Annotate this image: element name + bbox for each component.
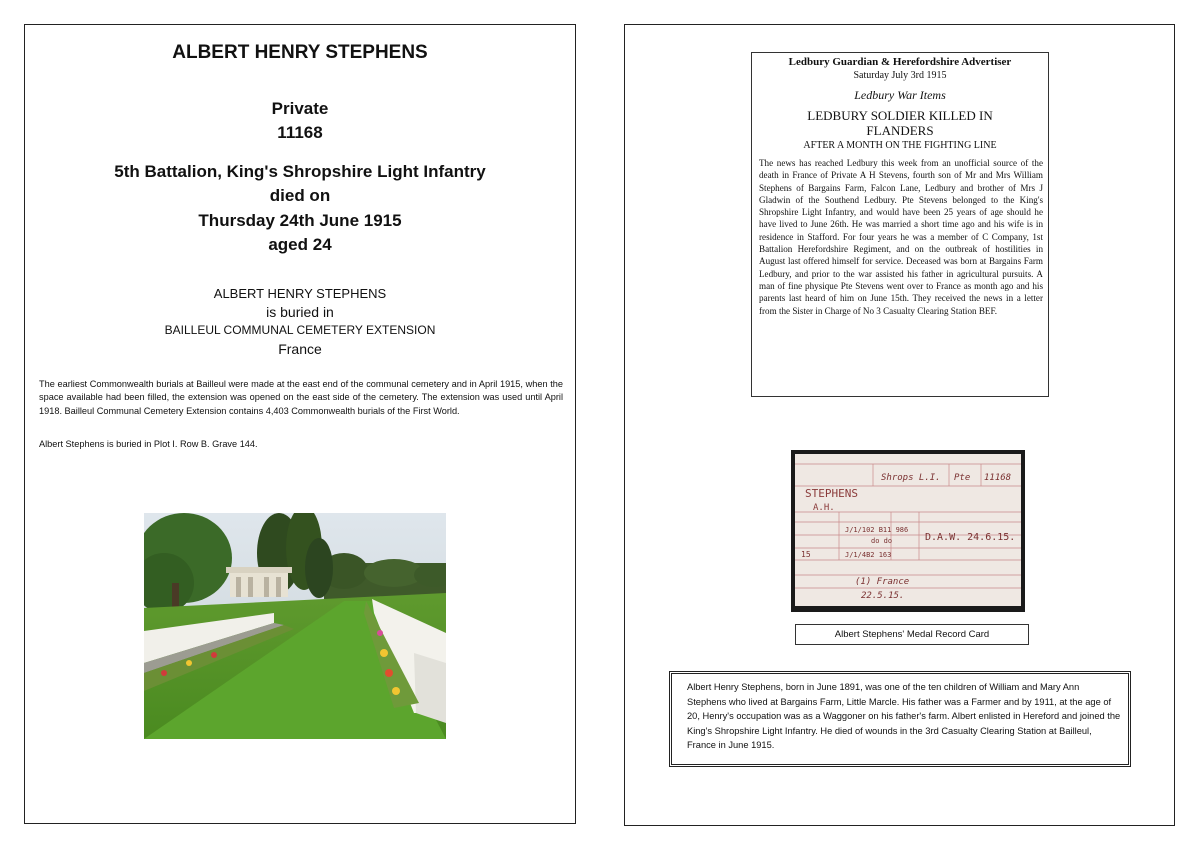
unit: 5th Battalion, King's Shropshire Light Infantry [114,162,486,181]
burial-name: ALBERT HENRY STEPHENS [213,286,387,301]
newspaper-section: Ledbury War Items [854,88,946,102]
death-date: Thursday 24th June 1915 [198,211,402,230]
service-number: 11168 [277,123,323,142]
cemetery-photo [144,513,446,739]
rank: Private [271,99,329,118]
newspaper-masthead: Ledbury Guardian & Herefordshire Advertiser [788,56,1012,68]
newspaper-subheadline: AFTER A MONTH ON THE FIGHTING LINE [803,140,997,151]
left-page [24,24,576,824]
plot-description: Albert Stephens is buried in Plot I. Row B. Grave 144. [39,439,258,449]
age: aged 24 [268,235,332,254]
card-roll-2: do do [871,537,893,545]
card-regiment: Shrops L.I. [881,473,941,483]
biography-text: Albert Henry Stephens, born in June 1891, was one of the ten children of William and Mary Ann Stephens who lived at Bargains Farm, Little Marcle. His father was a Farmer and by 1911, at the age of 20, Henry's occupation was as a Waggoner on his father's farm. Albert enlisted in Hereford and joined the King's Shropshire Light Infantry. He died of wounds in the 3rd Casualty Clearing Station at Bailleul, France in June 1915. [687,682,1121,750]
card-rank: Pte [954,473,971,483]
card-theatre: (1) France [855,577,910,587]
newspaper-clipping [751,52,1049,397]
medal-card-caption: Albert Stephens' Medal Record Card [795,624,1029,645]
card-surname: STEPHENS [805,487,858,500]
medal-record-card-image [791,450,1025,612]
card-roll-3: J/1/4B2 163 [845,551,892,559]
biography-box [669,671,1131,767]
card-remarks: D.A.W. 24.6.15. [925,532,1016,543]
cemetery-name: BAILLEUL COMMUNAL CEMETERY EXTENSION [164,323,436,337]
died-on-label: died on [269,186,331,205]
right-page [624,24,1175,826]
soldier-name-heading: ALBERT HENRY STEPHENS [172,42,428,63]
card-theatre-date: 22.5.15. [861,591,905,601]
card-star-label: 15 [801,550,811,559]
card-number: 11168 [984,473,1012,483]
newspaper-headline: LEDBURY SOLDIER KILLED IN FLANDERS [807,108,993,138]
newspaper-body: The news has reached Ledbury this week from an unofficial source of the death in France of Private A H Stevens, fourth son of Mr and Mrs William Stephens of Bargains Farm, Falcon Lane, Ledbury and brother of Mrs J Gladwin of the Southend Ledbury. Pte Stevens belonged to the King's Shropshire Light Infantry, and would have been 25 years of age should he have lived to June 26th. He was married a short time ago and his wife is in residence in Stafford. For four years he was a member of C Company, 1st Battalion Herefordshire Regiment, and on the outbreak of hostilities in August last offered himself for service. Deceased was born at Bargains Farm Ledbury, and prior to the war assisted his father in agricultural pursuits. A man of fine physique Pte Stevens went over to France as month ago and his parents last heard of him on June 15th. They received the news in a letter from the Sister in Charge of No 3 Casualty Clearing Station BEF. [759,158,1043,316]
card-initials: A.H. [813,503,835,513]
burial-is-label: is buried in [266,304,334,320]
burial-country: France [278,341,322,357]
newspaper-date: Saturday July 3rd 1915 [853,70,947,81]
cemetery-description: The earliest Commonwealth burials at Bailleul were made at the east end of the communal cemetery and in April 1915, when the space available had been filled, the extension was opened on the east side of the cemetery. The extension was used until April 1918. Bailleul Communal Cemetery Extension contains 4,403 Commonwealth burials of the First World. [39,379,563,416]
card-roll-1: J/1/102 B11 986 [845,526,909,534]
